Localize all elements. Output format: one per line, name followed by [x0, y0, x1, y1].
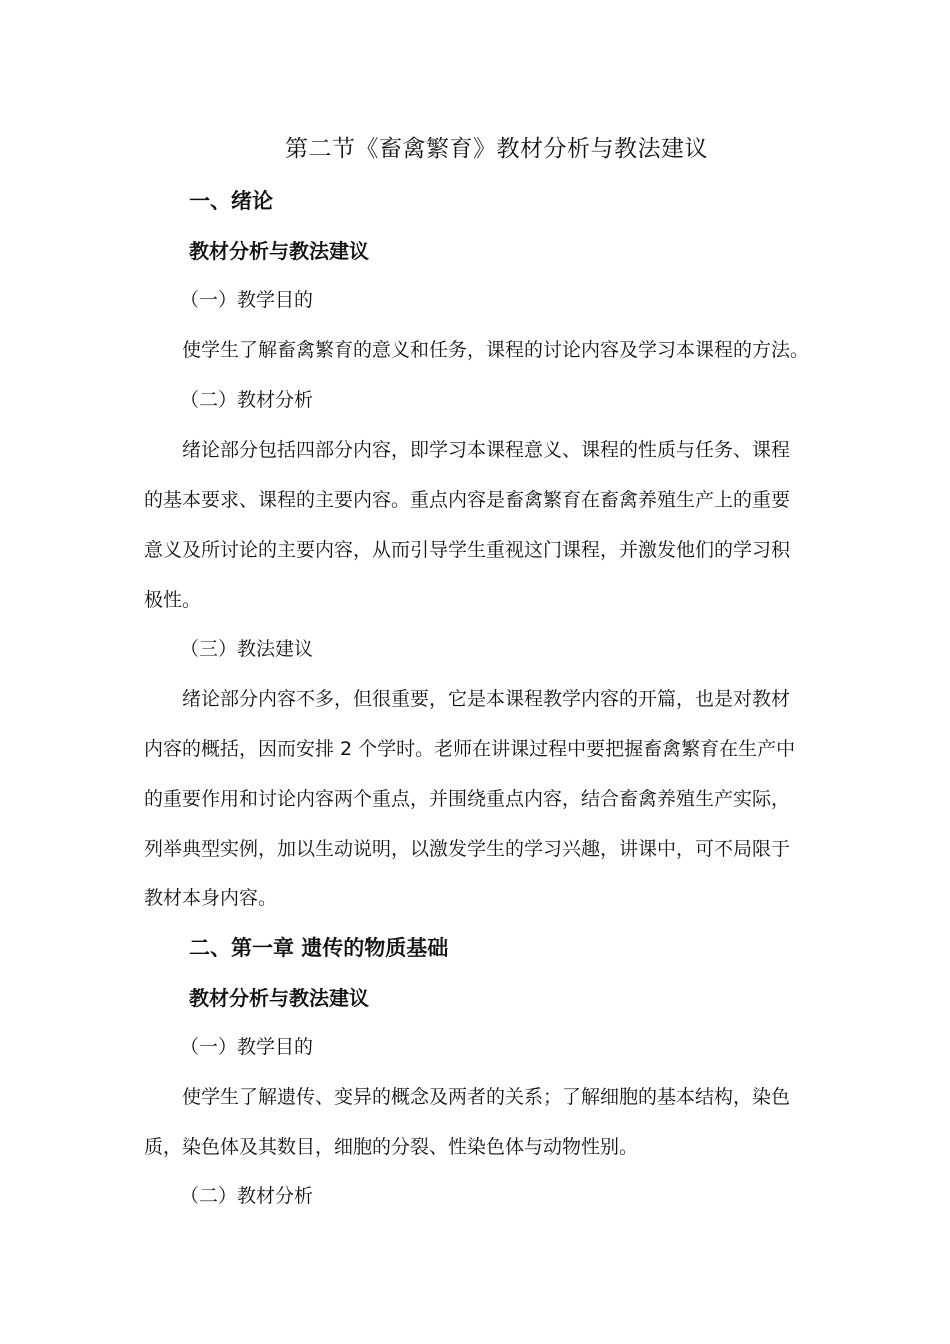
document-title: 第二节《畜禽繁育》教材分析与教法建议	[285, 136, 708, 162]
paragraph-line: 内容的概括，因而安排 2 个学时。老师在讲课过程中要把握畜禽繁育在生产中	[144, 738, 796, 760]
section-heading-introduction: 一、绪论	[189, 189, 273, 213]
paragraph-line: 极性。	[144, 589, 202, 611]
paragraph-line: 绪论部分内容不多，但很重要，它是本课程教学内容的开篇，也是对教材	[182, 688, 791, 710]
item-label-material-analysis: （二）教材分析	[180, 389, 314, 411]
paragraph-line: 列举典型实例，加以生动说明，以激发学生的学习兴趣，讲课中，可不局限于	[144, 838, 791, 860]
section-subheading: 教材分析与教法建议	[189, 239, 369, 263]
paragraph-line: 使学生了解畜禽繁育的意义和任务，课程的讨论内容及学习本课程的方法。	[182, 339, 810, 361]
paragraph-line: 教材本身内容。	[144, 887, 278, 909]
paragraph-line: 意义及所讨论的主要内容，从而引导学生重视这门课程，并激发他们的学习积	[144, 539, 791, 561]
item-label-teaching-goal: （一）教学目的	[180, 289, 314, 311]
section-heading-chapter-one: 二、第一章 遗传的物质基础	[189, 936, 449, 960]
section-subheading: 教材分析与教法建议	[189, 986, 369, 1010]
item-label-teaching-suggestion: （三）教法建议	[180, 638, 314, 660]
paragraph-line: 的基本要求、课程的主要内容。重点内容是畜禽繁育在畜禽养殖生产上的重要	[144, 489, 791, 511]
item-label-material-analysis: （二）教材分析	[180, 1185, 314, 1207]
item-label-teaching-goal: （一）教学目的	[180, 1036, 314, 1058]
paragraph-line: 使学生了解遗传、变异的概念及两者的关系；了解细胞的基本结构，染色	[182, 1086, 791, 1108]
paragraph-line: 质，染色体及其数目，细胞的分裂、性染色体与动物性别。	[144, 1136, 639, 1158]
paragraph-line: 的重要作用和讨论内容两个重点，并围绕重点内容，结合畜禽养殖生产实际，	[144, 788, 791, 810]
paragraph-line: 绪论部分包括四部分内容，即学习本课程意义、课程的性质与任务、课程	[182, 439, 791, 461]
